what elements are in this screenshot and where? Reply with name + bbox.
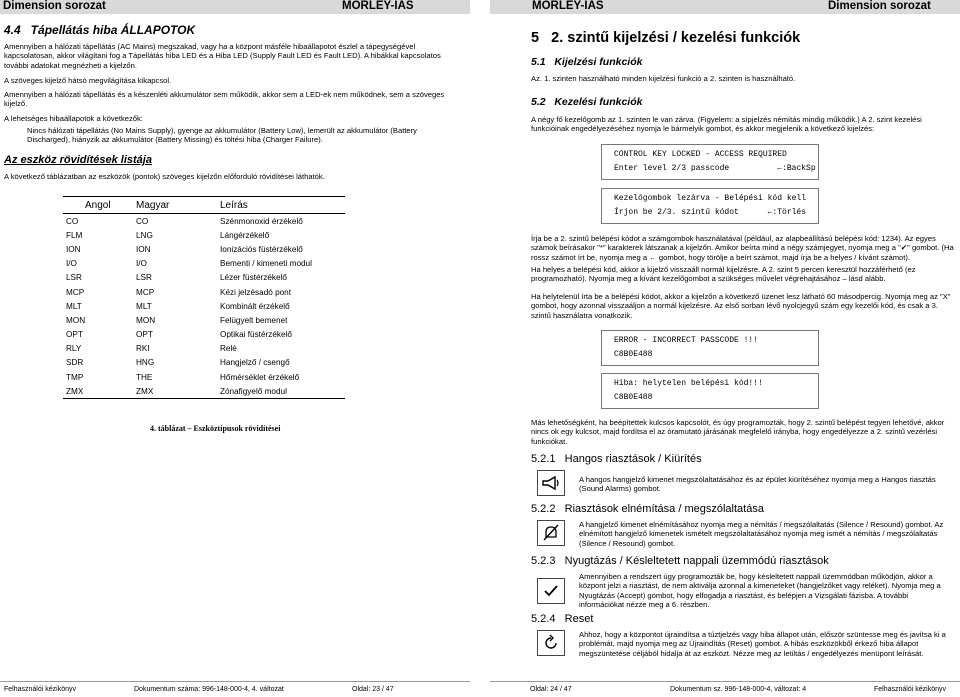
s522-text: A hangjelző kimenet elnémításához nyomja meg a némítás / megszólaltatás (Silence / Resound) gombot. Az elnémított hangjelző kimenetek ismételt megszólaltatásához nyomja meg ismét a némítás / megszólaltatás (Silence / Resound) gombot. [579,520,944,548]
table-cell: ION [66,244,81,254]
left-footer-page: Oldal: 23 / 47 [352,686,394,693]
section-title-4-4: 4.4 Tápellátás hiba ÁLLAPOTOK [4,23,196,37]
table-row [63,384,345,399]
right-footer [490,681,960,697]
left-header-brand: MORLEY-IAS [342,0,414,12]
right-para-1: Írja be a 2. szintű belépési kódot a számgombok használatával (például, az alapbeállítású belépési kód: 1234). Az egyes számok beírásakor "*" karakterek látszanak a kijelzőn. Amikor beírta mind a négy számjegyet, nyomja meg a "✔" gombot. (Ha rossz számot írt be, nyomja meg a ← gombot, hogy törölje a beírt számot, majd írja be a helyes / kívánt számot). [531,234,954,262]
left-para-2: A szöveges kijelző hátsó megvilágítása kikapcsol. [4,76,172,85]
left-footer-docnum: Dokumentum száma: 996-148-000-4, 4. változat [134,686,284,693]
s524-text: Ahhoz, hogy a központot újraindítsa a túztjelzés vagy hiba állapot után, először szüntesse meg és javítsa ki a problémát, majd nyomja meg az Újraindítás (Reset) gombot. A hibás eszközökből érkező hiba állapot megszüntetése céljából hidalja át az eszközt. Nézze meg az letiltás / engedélyezés menüpont leírását. [579,630,946,658]
s523-text: Amennyiben a rendszert úgy programozták be, hogy késleltetett nappali üzemmódban működjön, akkor a központ jelzi a riasztást, de nem aktiválja azonnal a kimeneteket (hangjelzőket vagy reléket). Nyomja meg a Nyugtázás (Accept) gombot, hogy elfogadja a riasztást, és belépjen a Vizsgálati fázisba. A további információkat nézze meg a 6. részben. [579,572,941,610]
lcd-control-key-locked [601,144,819,180]
table-cell: ZMX [63,384,133,399]
table-cell: Relé [220,344,237,354]
table-cell: CO [136,216,149,226]
lcd-line: Hiba: helytelen belépési kód!!! [614,379,763,388]
abbr-section-title: Az eszköz rövidítések listája [4,154,152,166]
table-cell: MCP [136,287,155,297]
table-row [63,214,345,229]
section-title-5-2-1: 5.2.1 Hangos riasztások / Kiürítés [531,453,702,465]
table-cell: FLM [66,230,83,240]
lcd-line: Enter level 2/3 passcode ←:BackSp [614,164,816,173]
table-cell: I/O [136,259,147,269]
table-cell: OPT [136,330,153,340]
table-cell: Felügyelt bemenet [220,315,288,325]
table-row [63,356,345,370]
table-cell: Ionizációs füstérzékelő [220,244,303,254]
table-row [63,299,345,313]
left-para-1: Amennyiben a hálózati tápellátás (AC Mains) megszakad, vagy ha a központ másféle hibaállapotot észlel a tápegységével kapcsolatosan, akkor világítani fog a Tápellátás hiba LED és a Hiba LED (Supply Fault LED és Fault LED). A hibákkal kapcsolatos további adatokat megnézheti a kijelzőn. [4,42,441,70]
table-cell: MLT [136,301,152,311]
table-cell: Kombinált érzékelő [220,301,290,311]
table-cell: Hőmérséklet érzékelő [220,372,300,382]
lcd-line: Kezelőgombok lezárva - Belépési kód kell [614,194,807,203]
table-cell: LSR [66,273,82,283]
right-header-brand: MORLEY-IAS [532,0,604,12]
right-footer-docnum: Dokumentum sz. 996-148-000-4, változat: 4 [670,686,807,693]
table-cell: RLY [66,344,82,354]
lcd-line: Írjon be 2/3. szintű kódot ←:Törlés [614,208,807,217]
table-cell: MCP [66,287,85,297]
table-cell: ION [136,244,151,254]
section-title-5-2-4: 5.2.4 Reset [531,613,594,625]
table-cell: Zónafigyelő modul [217,384,345,399]
table-caption: 4. táblázat – Eszköztípusok rövidítései [150,424,281,433]
table-cell: Szénmonoxid érzékelő [220,216,303,226]
section-title-5-1: 5.1 Kijelzési funkciók [531,56,643,68]
bell-slash-icon [537,520,565,546]
table-cell: TMP [66,372,84,382]
table-cell: LNG [136,230,153,240]
table-cell: Lángérzékelő [220,230,270,240]
right-header-section: Dimension sorozat [828,0,931,12]
table-row [63,313,345,327]
table-row [63,342,345,356]
lcd-line: C8B0E488 [614,350,653,359]
section-title-5: 5 2. szintű kijelzési / kezelési funkciók [531,30,801,46]
table-cell: I/O [66,259,77,269]
right-para-3: Ha helytelenül írta be a belépési kódot, akkor a kijelzőn a következő üzenet lesz látható 60 másodpercig. Nyomja meg az "X" gombot, hogy azonnal visszaáljon a normál kijelzésre. Az első sorban lévő nyolcjegyű szám egy kezelői kód, és csak a 3. szintű használatra vonatkozik. [531,292,951,320]
section-title-5-2: 5.2 Kezelési funkciók [531,96,643,108]
right-footer-page: Oldal: 24 / 47 [530,686,572,693]
table-header-cell: Magyar [133,197,217,214]
check-icon [537,578,565,604]
table-row [63,370,345,384]
s521-text: A hangos hangjelző kimenet megszólaltatásához és az épület kiürítéséhez nyomja meg a Hangos riasztás (Sound Alarms) gombot. [579,475,936,494]
table-cell: MLT [66,301,82,311]
table-cell: Lézer füstérzékelő [220,273,287,283]
left-para-3: Amennyiben a hálózati tápellátás és a készenléti akkumulátor sem működik, akkor sem a LED-ek nem működnek, sem a szöveges kijelző. [4,90,445,109]
table-row [63,242,345,256]
s51-text: Az. 1. szinten használható minden kijelzési funkció a 2. szinten is használható. [531,74,796,83]
lcd-line: CONTROL KEY LOCKED - ACCESS REQUIRED [614,150,787,159]
table-row [63,328,345,342]
table-cell: MON [136,315,156,325]
left-footer-manual: Felhasználói kézikönyv [4,686,76,693]
left-para-5: Nincs hálózati tápellátás (No Mains Supply), gyenge az akkumulátor (Battery Low), lemerült az akkumulátor (Battery Discharged), hiányzik az akkumulátor (Battery Missing) és töltési hiba (Charger Failure). [27,126,417,145]
table-cell: RKI [136,344,150,354]
section-title-5-2-2: 5.2.2 Riasztások elnémítása / megszólaltatása [531,503,764,515]
abbr-intro: A következő táblázatban az eszközök (pontok) szöveges kijelzőn előforduló rövidítései láthatók. [4,172,325,181]
right-para-4: Más lehetőségként, ha beépítettek kulcsos kapcsolót, és úgy programozták, hogy 2. szintű belépést tegyen lehetővé, akkor nincs ok egy kulcsot, majd fordítsa el az óramutató járásának megfelelő irányba, hogy engedélyezze a 2. szintű vezérlési funkciókat. [531,418,945,446]
table-cell: OPT [66,330,83,340]
right-para-2: Ha helyes a belépési kód, akkor a kijelző visszaáll normál kijelzésre. A 2. szint 5 percen keresztül hozzáférhető (ez programozható). Nyomja meg a kívánt kezelőgombot a szükséges művelet végrehajtásához – lásd alább. [531,265,916,284]
table-cell: SDR [66,358,84,368]
left-para-4: A lehetséges hibaállapotok a következők: [4,114,143,123]
table-cell: CO [66,216,79,226]
section-title-5-2-3: 5.2.3 Nyugtázás / Késleltetett nappali üzemmódú riasztások [531,555,829,567]
s52-text: A négy fő kezelőgomb az 1. szinten le van zárva. (Figyelem: a sípjelzés némítás mindig működik.) A 2. szint kezelési funkcióinak engedélyezéséhez nyomja le bármelyik gombot, és akkor megjelenik a következő kijelzés: [531,115,922,134]
table-cell: Hangjelző / csengő [220,358,290,368]
table-header-row [63,197,345,214]
abbreviation-table [63,196,345,399]
left-header [0,0,470,14]
megaphone-icon [537,470,565,496]
table-cell: MON [66,315,86,325]
left-header-section: Dimension sorozat [3,0,106,12]
table-header-cell: Leírás [217,197,345,214]
lcd-kezelogombok-lezarva [601,188,819,224]
table-cell: Kézi jelzésadó pont [220,287,292,297]
table-cell: HNG [136,358,155,368]
right-header [490,0,960,14]
table-row [63,285,345,299]
reset-icon [537,630,565,656]
right-footer-manual: Felhasználói kézikönyv [874,686,946,693]
table-cell: ZMX [133,384,217,399]
lcd-hiba-belepesi-kod [601,373,819,409]
lcd-line: ERROR - INCORRECT PASSCODE !!! [614,336,759,345]
table-row [63,271,345,285]
table-header-cell: Angol [63,197,133,214]
lcd-error-passcode [601,330,819,366]
table-row [63,257,345,271]
table-cell: LSR [136,273,152,283]
lcd-line: C8B0E488 [614,393,653,402]
table-cell: Bementi / kimeneti modul [220,259,312,269]
table-cell: Optikai füstérzékelő [220,330,292,340]
table-row [63,228,345,242]
table-cell: THE [136,372,153,382]
left-footer [0,681,470,697]
